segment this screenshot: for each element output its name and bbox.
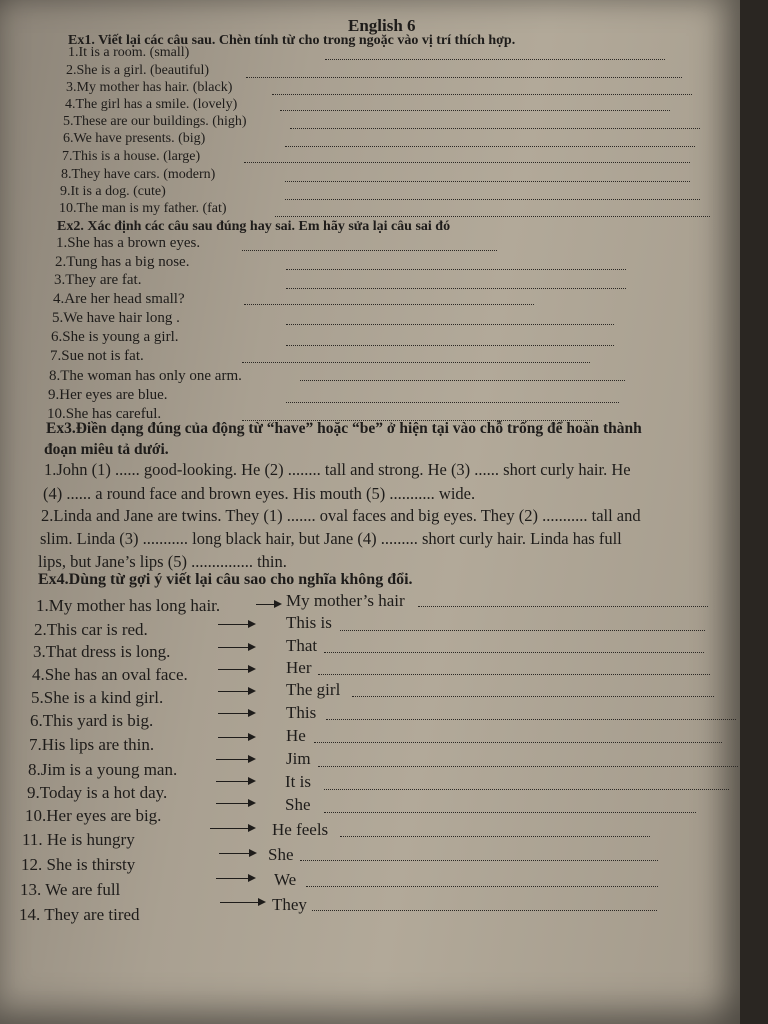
ex2-item-5: 5.We have hair long . <box>52 310 180 326</box>
arrow-icon <box>218 624 254 625</box>
ex2-item-4: 4.Are her head small? <box>53 291 185 307</box>
ex2-item-1: 1.She has a brown eyes. <box>56 235 201 251</box>
answer-line <box>324 789 729 790</box>
answer-line <box>286 324 614 325</box>
ex4-sentence-14: 14. They are tired <box>19 905 140 924</box>
ex4-cue-4: Her <box>286 658 312 677</box>
ex4-sentence-12: 12. She is thirsty <box>21 855 136 874</box>
arrow-icon <box>216 878 254 879</box>
arrow-icon <box>218 713 254 714</box>
ex4-cue-13: We <box>274 870 297 889</box>
ex4-sentence-2: 2.This car is red. <box>34 620 148 639</box>
ex4-sentence-7: 7.His lips are thin. <box>29 735 155 754</box>
answer-line <box>244 162 690 163</box>
ex4-sentence-10: 10.Her eyes are big. <box>25 806 162 825</box>
ex1-item-9: 9.It is a dog. (cute) <box>60 184 166 199</box>
answer-line <box>242 362 590 363</box>
ex1-item-4: 4.The girl has a smile. (lovely) <box>65 97 238 112</box>
ex2-item-6: 6.She is young a girl. <box>51 329 179 345</box>
ex4-sentence-5: 5.She is a kind girl. <box>31 688 164 707</box>
answer-line <box>285 199 700 200</box>
ex1-item-2: 2.She is a girl. (beautiful) <box>66 63 210 78</box>
ex4-cue-7: He <box>286 726 306 745</box>
ex4-sentence-4: 4.She has an oval face. <box>32 665 188 684</box>
ex2-item-2: 2.Tung has a big nose. <box>55 254 190 270</box>
answer-line <box>418 606 708 607</box>
ex4-sentence-9: 9.Today is a hot day. <box>27 783 168 802</box>
answer-line <box>325 59 665 60</box>
answer-line <box>352 696 714 697</box>
answer-line <box>318 674 710 675</box>
arrow-icon <box>218 669 254 670</box>
ex3-line-3: 2.Linda and Jane are twins. They (1) ....... oval faces and big eyes. They (2) ........... tall and <box>41 506 641 525</box>
answer-line <box>290 128 700 129</box>
ex4-cue-9: It is <box>285 772 311 791</box>
arrow-icon <box>210 828 254 829</box>
ex4-cue-6: This <box>286 703 317 722</box>
ex4-cue-2: This is <box>286 613 332 632</box>
ex4-cue-3: That <box>286 636 318 655</box>
answer-line <box>324 652 704 653</box>
ex2-item-7: 7.Sue not is fat. <box>50 348 144 364</box>
ex4-sentence-8: 8.Jim is a young man. <box>28 760 178 779</box>
answer-line <box>324 812 696 813</box>
answer-line <box>300 380 625 381</box>
ex1-item-1: 1.It is a room. (small) <box>68 45 190 60</box>
answer-line <box>314 742 722 743</box>
answer-line <box>275 216 710 217</box>
answer-line <box>244 304 534 305</box>
answer-line <box>242 250 497 251</box>
ex4-sentence-6: 6.This yard is big. <box>30 711 154 730</box>
arrow-icon <box>218 691 254 692</box>
answer-line <box>318 766 738 767</box>
ex1-heading: Ex1. Viết lại các câu sau. Chèn tính từ cho trong ngoặc vào vị trí thích hợp. <box>68 33 516 48</box>
ex4-cue-11: He feels <box>272 820 329 839</box>
arrow-icon <box>218 647 254 648</box>
ex4-sentence-11: 11. He is hungry <box>22 830 135 849</box>
answer-line <box>300 860 658 861</box>
answer-line <box>306 886 658 887</box>
ex4-sentence-3: 3.That dress is long. <box>33 642 171 661</box>
arrow-icon <box>216 759 254 760</box>
ex3-heading-line2: đoạn miêu tả dưới. <box>44 441 169 458</box>
ex1-item-3: 3.My mother has hair. (black) <box>66 80 233 95</box>
ex4-sentence-13: 13. We are full <box>20 880 121 899</box>
ex3-line-5: lips, but Jane’s lips (5) ............... thin. <box>38 552 287 571</box>
arrow-icon <box>256 604 280 605</box>
ex2-heading: Ex2. Xác định các câu sau đúng hay sai. Em hãy sửa lại câu sai đó <box>57 219 451 234</box>
answer-line <box>286 269 626 270</box>
page-title: English 6 <box>348 16 416 35</box>
ex2-item-10: 10.She has careful. <box>47 406 162 422</box>
arrow-icon <box>216 781 254 782</box>
ex4-sentence-1: 1.My mother has long hair. <box>36 596 221 615</box>
ex2-item-3: 3.They are fat. <box>54 272 142 288</box>
answer-line <box>280 110 670 111</box>
arrow-icon <box>216 803 254 804</box>
ex1-item-8: 8.They have cars. (modern) <box>61 167 216 182</box>
ex1-item-7: 7.This is a house. (large) <box>62 149 201 164</box>
ex4-cue-1: My mother’s hair <box>286 591 405 610</box>
ex4-cue-10: She <box>285 795 311 814</box>
ex4-cue-12: She <box>268 845 294 864</box>
ex3-line-4: slim. Linda (3) ........... long black hair, but Jane (4) ......... short curly hair. Linda has full <box>40 529 622 548</box>
answer-line <box>286 345 614 346</box>
answer-line <box>340 630 705 631</box>
ex2-item-8: 8.The woman has only one arm. <box>49 368 242 384</box>
ex4-cue-8: Jim <box>286 749 311 768</box>
answer-line <box>285 181 690 182</box>
answer-line <box>340 836 650 837</box>
answer-line <box>272 94 692 95</box>
answer-line <box>286 288 626 289</box>
ex1-item-5: 5.These are our buildings. (high) <box>63 114 247 129</box>
ex4-cue-14: They <box>272 895 307 914</box>
answer-line <box>326 719 736 720</box>
ex1-item-6: 6.We have presents. (big) <box>63 131 206 146</box>
arrow-icon <box>219 853 255 854</box>
ex2-item-9: 9.Her eyes are blue. <box>48 387 168 403</box>
answer-line <box>246 77 682 78</box>
ex3-heading-line1: Ex3.Điền dạng đúng của động từ “have” hoặc “be” ở hiện tại vào chỗ trống để hoàn thành <box>46 420 642 437</box>
answer-line <box>286 402 619 403</box>
arrow-icon <box>218 737 254 738</box>
ex4-cue-5: The girl <box>286 680 341 699</box>
answer-line <box>285 146 695 147</box>
ex3-line-2: (4) ...... a round face and brown eyes. His mouth (5) ........... wide. <box>43 484 476 503</box>
answer-line <box>312 910 657 911</box>
ex4-heading: Ex4.Dùng từ gợi ý viết lại câu sao cho nghĩa không đổi. <box>38 571 413 588</box>
ex1-item-10: 10.The man is my father. (fat) <box>59 201 227 216</box>
ex3-line-1: 1.John (1) ...... good-looking. He (2) ........ tall and strong. He (3) ...... short curly hair. He <box>44 460 631 479</box>
arrow-icon <box>220 902 264 903</box>
